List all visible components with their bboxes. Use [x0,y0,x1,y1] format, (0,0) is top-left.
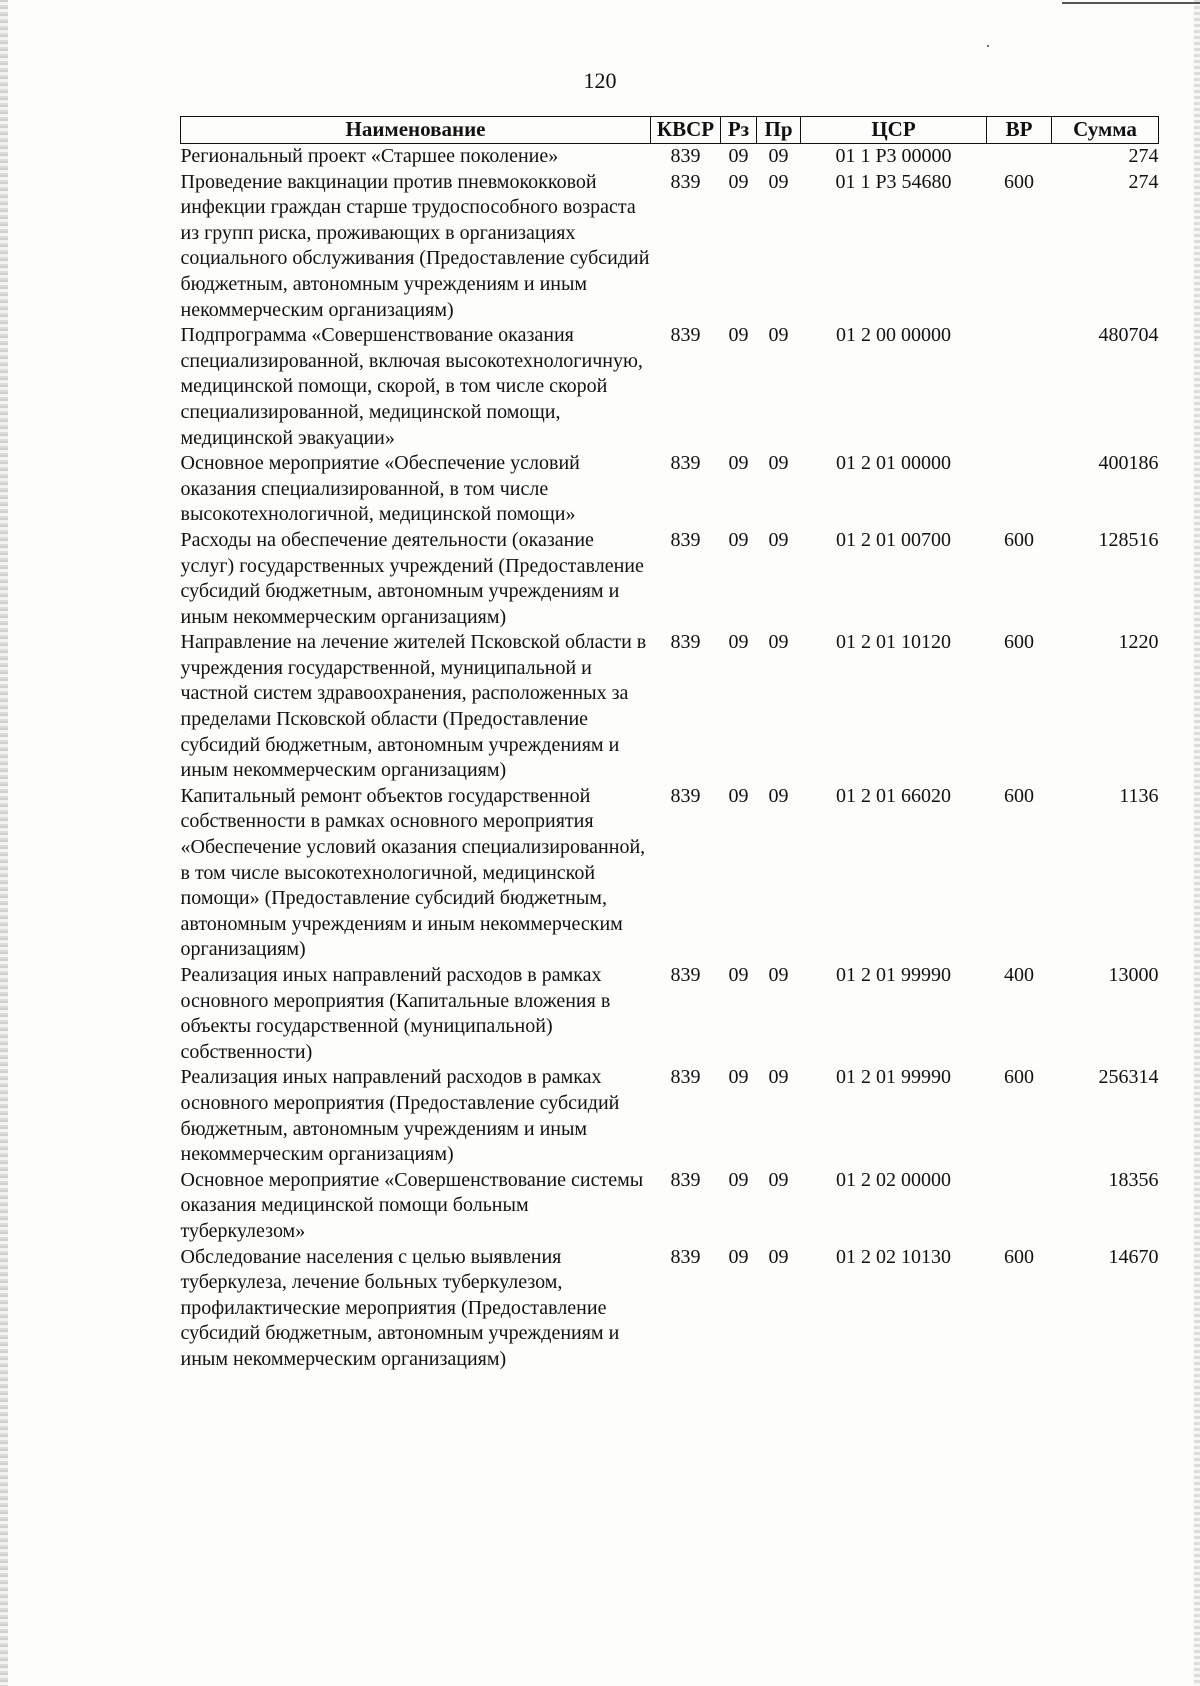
cell-csr: 01 2 01 99990 [836,1066,951,1089]
table-row [181,630,1159,784]
table-row [181,323,1159,451]
cell-rz: 09 [728,324,749,347]
cell-kvsr: 839 [670,784,701,807]
cell-sum: 274 [1128,145,1159,167]
cell-name: Расходы на обеспечение деятельности (оказание услуг) государственных учреждений (Предоставление субсидий бюджетным, автономным учреждениям и иным некоммерческим организациям) [180,528,644,628]
table-row [181,1168,1159,1245]
table-body [181,144,1159,1373]
cell-name: Подпрограмма «Совершенствование оказания специализированной, включая высокотехнологичную, медицинской помощи, скорой, в том числе скорой специализированной, медицинской помощи, медицинской эвакуации» [180,324,643,449]
cell-rz: 09 [728,145,749,167]
cell-kvsr: 839 [670,631,701,654]
cell-pr: 09 [768,452,789,475]
cell-name: Реализация иных направлений расходов в рамках основного мероприятия (Предоставление субсидий бюджетным, автономным учреждениям и иным некоммерческим организациям) [180,1066,620,1166]
cell-csr: 01 2 01 99990 [836,964,951,986]
cell-rz: 09 [728,528,749,551]
cell-pr: 09 [768,1066,789,1089]
scan-speck [987,45,989,47]
table-row [181,451,1159,528]
table-row [181,528,1159,630]
cell-csr: 01 1 P3 54680 [835,170,952,193]
cell-pr: 09 [768,784,789,807]
cell-pr: 09 [768,324,789,347]
cell-name: Капитальный ремонт объектов государственной собственности в рамках основного мероприятия «Обеспечение условий оказания специализированной, в том числе высокотехнологичной, медицинской помощи» (Предоставление субсидий бюджетным, автономным учреждениям и иным некоммерческим организациям) [180,784,646,961]
cell-pr: 09 [768,1168,789,1191]
cell-vr: 600 [1004,631,1034,654]
cell-vr: 600 [1004,1245,1034,1268]
cell-csr: 01 2 02 00000 [836,1168,951,1191]
page-number: 120 [583,68,617,93]
header-name: Наименование [181,117,651,144]
cell-csr: 01 2 01 00000 [836,452,951,475]
cell-kvsr: 839 [670,324,701,347]
header-rz: Рз [721,117,757,144]
cell-vr [987,451,1052,528]
cell-kvsr: 839 [670,452,701,475]
cell-sum: 18356 [1108,1168,1159,1191]
header-pr: Пр [757,117,801,144]
cell-rz: 09 [728,1245,749,1268]
cell-vr: 600 [1004,170,1034,193]
cell-kvsr: 839 [670,1066,701,1089]
header-row [181,117,1159,144]
cell-rz: 09 [728,784,749,807]
cell-sum: 400186 [1098,452,1159,475]
cell-name: Направление на лечение жителей Псковской области в учреждения государственной, муниципальной и частной систем здравоохранения, расположенных за пределами Псковской области (Предоставление субсидий бюджетным, автономным учреждениям и иным некоммерческим организациям) [180,631,647,782]
cell-pr: 09 [768,528,789,551]
cell-csr: 01 2 01 66020 [836,784,951,807]
cell-rz: 09 [728,1066,749,1089]
cell-kvsr: 839 [670,528,701,551]
table-row [181,1065,1159,1167]
cell-vr [987,323,1052,451]
cell-name: Проведение вакцинации против пневмококковой инфекции граждан старше трудоспособного возраста из групп риска, проживающих в организациях социального обслуживания (Предоставление субсидий бюджетным, автономным учреждениям и иным некоммерческим организациям) [180,170,650,321]
cell-name: Обследование населения с целью выявления туберкулеза, лечение больных туберкулезом, профилактические мероприятия (Предоставление субсидий бюджетным, автономным учреждениям и иным некоммерческим организациям) [180,1245,620,1370]
cell-sum: 13000 [1108,964,1159,986]
cell-name: Основное мероприятие «Обеспечение условий оказания специализированной, в том числе высокотехнологичной, медицинской помощи» [180,452,580,526]
cell-kvsr: 839 [670,145,701,167]
header-vr: ВР [987,117,1052,144]
table-row [181,170,1159,324]
table-row [181,144,1159,170]
header-kvsr: КВСР [651,117,721,144]
cell-csr: 01 2 01 10120 [836,631,951,654]
cell-vr [987,144,1052,170]
cell-sum: 274 [1128,170,1159,193]
cell-csr: 01 1 P3 00000 [835,145,952,167]
cell-sum: 480704 [1098,324,1159,347]
cell-name: Реализация иных направлений расходов в рамках основного мероприятия (Капитальные вложения в объекты государственной (муниципальной) собственности) [180,964,611,1063]
cell-vr: 600 [1004,1066,1034,1089]
table-row [181,784,1159,963]
cell-sum: 256314 [1098,1066,1159,1089]
budget-table [180,116,1159,1373]
scan-edge-right [1194,0,1200,1686]
cell-kvsr: 839 [670,1245,701,1268]
table-row [181,963,1159,1065]
cell-pr: 09 [768,631,789,654]
cell-name: Региональный проект «Старшее поколение» [180,145,559,167]
cell-rz: 09 [728,1168,749,1191]
cell-csr: 01 2 01 00700 [836,528,951,551]
cell-rz: 09 [728,170,749,193]
cell-sum: 128516 [1098,528,1159,551]
top-edge-rule [1062,2,1200,4]
scan-edge-left [0,0,8,1686]
cell-kvsr: 839 [670,170,701,193]
cell-sum: 1220 [1118,631,1159,654]
cell-sum: 1136 [1119,784,1159,807]
cell-pr: 09 [768,145,789,167]
cell-pr: 09 [768,170,789,193]
cell-vr: 400 [1004,964,1034,986]
table-header [181,117,1159,144]
cell-rz: 09 [728,964,749,986]
cell-sum: 14670 [1108,1245,1159,1268]
cell-csr: 01 2 00 00000 [836,324,951,347]
header-csr: ЦСР [801,117,987,144]
cell-vr: 600 [1004,528,1034,551]
cell-rz: 09 [728,452,749,475]
cell-kvsr: 839 [670,1168,701,1191]
cell-rz: 09 [728,631,749,654]
cell-vr: 600 [1004,784,1034,807]
header-sum: Сумма [1052,117,1159,144]
cell-csr: 01 2 02 10130 [836,1245,951,1268]
cell-pr: 09 [768,964,789,986]
cell-pr: 09 [768,1245,789,1268]
cell-kvsr: 839 [670,964,701,986]
cell-vr [987,1168,1052,1245]
cell-name: Основное мероприятие «Совершенствование системы оказания медицинской помощи больным туберкулезом» [180,1168,644,1242]
table-row [181,1245,1159,1373]
